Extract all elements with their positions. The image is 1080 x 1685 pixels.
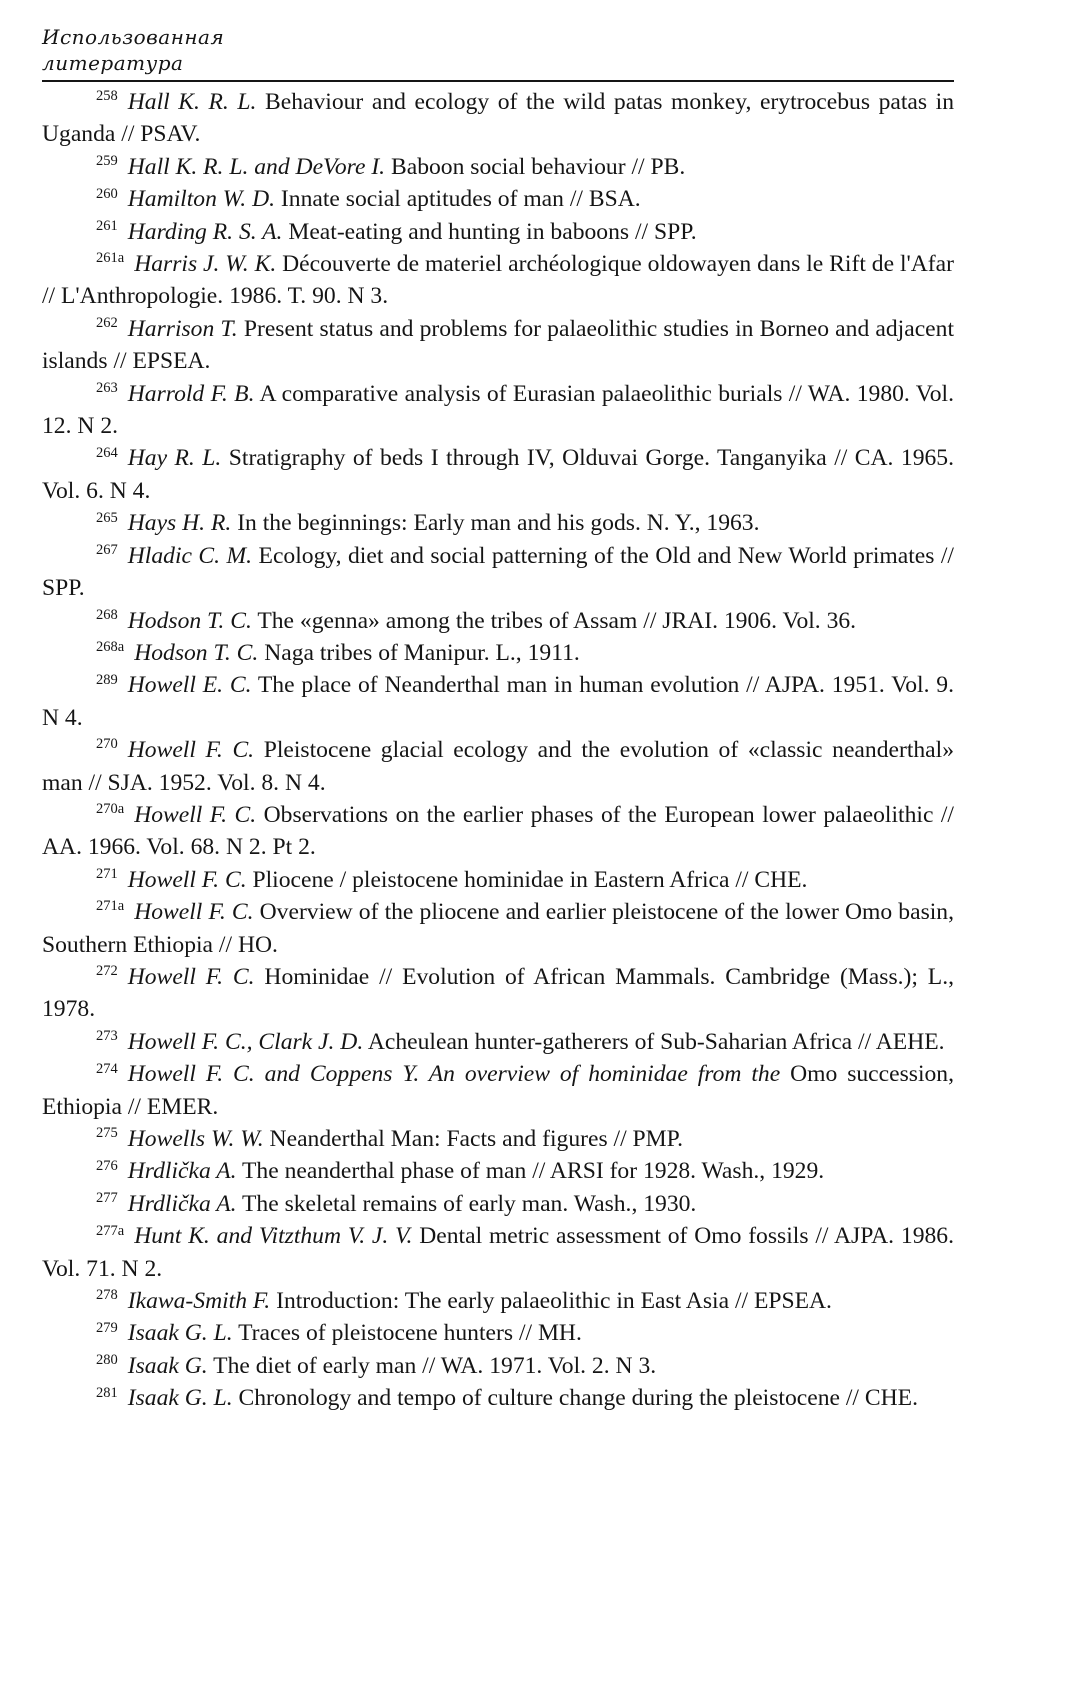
reference-number: 280: [96, 1352, 118, 1369]
reference-author: Howells W. W.: [127, 1126, 264, 1152]
reference-number: 258: [96, 88, 118, 105]
reference-text: Overview of the pliocene and earlier pleistocene of the lower Omo basin, Southern Ethiopia // HO.: [42, 899, 954, 958]
reference-entry: [42, 183, 954, 215]
reference-list: [42, 86, 954, 1415]
reference-entry: [42, 669, 954, 734]
reference-number: 265: [96, 509, 118, 526]
reference-text: The diet of early man // WA. 1971. Vol. 2. N 3.: [207, 1352, 657, 1379]
reference-number: 277: [96, 1190, 118, 1207]
reference-entry: [42, 961, 954, 1026]
reference-number: 277a: [96, 1222, 125, 1239]
reference-number: 281: [96, 1384, 118, 1401]
reference-text: The «genna» among the tribes of Assam // JRAI. 1906. Vol. 36.: [251, 607, 857, 634]
reference-number: 274: [96, 1060, 118, 1077]
book-page: [42, 24, 954, 1415]
reference-entry: [42, 378, 954, 443]
running-head: [42, 24, 954, 82]
reference-entry: [42, 248, 954, 313]
reference-number: 275: [96, 1125, 118, 1142]
reference-author: Howell F. C.: [127, 866, 247, 893]
reference-author: Hodson T. C.: [134, 639, 259, 666]
reference-text: Behaviour and ecology of the wild patas monkey, erytrocebus patas in Uganda // PSAV.: [42, 89, 954, 148]
reference-author: Hrdlička A.: [127, 1158, 237, 1185]
reference-author: Howell F. C.: [127, 737, 255, 764]
reference-entry: [42, 1188, 954, 1220]
reference-entry: [42, 734, 954, 799]
reference-author: Howell F. C.: [127, 963, 255, 990]
reference-text: Baboon social behaviour // PB.: [385, 153, 686, 180]
reference-entry: [42, 1285, 954, 1317]
reference-text: Innate social aptitudes of man // BSA.: [275, 186, 641, 213]
reference-number: 261a: [96, 250, 125, 267]
running-head-line-1: Использованная: [42, 25, 225, 49]
reference-author: Isaak G.: [127, 1352, 208, 1379]
reference-author: Hall K. R. L. and DeVore I.: [127, 153, 386, 180]
reference-text: Observations on the earlier phases of the European lower palaeolithic // AA. 1966. Vol. 68. N 2. Pt 2.: [42, 801, 954, 861]
reference-text: The neanderthal phase of man // ARSI for 1928. Wash., 1929.: [236, 1158, 825, 1185]
reference-author: Hladic C. M.: [127, 542, 253, 569]
reference-entry: [42, 1382, 954, 1414]
reference-author: Ikawa-Smith F.: [127, 1288, 271, 1315]
reference-text: Pleistocene glacial ecology and the evolution of «classic neanderthal» man // SJA. 1952. Vol. 8. N 4.: [42, 737, 954, 796]
reference-author: Hay R. L.: [127, 445, 222, 472]
reference-text: Traces of pleistocene hunters // MH.: [232, 1320, 582, 1347]
reference-number: 272: [96, 963, 118, 980]
reference-number: 260: [96, 185, 118, 202]
reference-number: 271a: [96, 898, 125, 915]
reference-number: 268: [96, 606, 118, 623]
reference-text: The skeletal remains of early man. Wash., 1930.: [236, 1190, 697, 1217]
reference-entry: [42, 1317, 954, 1349]
reference-entry: [42, 637, 954, 669]
reference-entry: [42, 216, 954, 248]
reference-entry: [42, 799, 954, 864]
reference-author: Howell F. C. and Coppens Y.: [127, 1061, 420, 1088]
reference-author: Howell F. C.: [134, 801, 257, 828]
reference-author: Howell F. C., Clark J. D.: [127, 1028, 364, 1055]
reference-text: Meat-eating and hunting in baboons // SPP.: [282, 218, 697, 245]
reference-author: Hamilton W. D.: [127, 186, 276, 213]
reference-entry: [42, 605, 954, 637]
reference-number: 261: [96, 217, 118, 234]
reference-number: 289: [96, 671, 118, 688]
reference-text: Omo succession, Ethiopia // EMER.: [42, 1061, 955, 1120]
reference-number: 270: [96, 736, 118, 753]
reference-number: 278: [96, 1287, 118, 1304]
reference-entry: [42, 540, 954, 605]
reference-number: 271: [96, 866, 118, 883]
reference-author: Isaak G. L.: [127, 1320, 233, 1347]
reference-author: Hodson T. C.: [127, 607, 252, 634]
reference-title: An overview of hominidae from the: [419, 1061, 781, 1088]
reference-author: Hays H. R.: [127, 510, 232, 537]
reference-entry: [42, 864, 954, 896]
reference-entry: [42, 1220, 954, 1285]
reference-number: 259: [96, 153, 118, 170]
reference-author: Harris J. W. K.: [134, 251, 277, 278]
reference-author: Hunt K. and Vitzthum V. J. V.: [134, 1223, 413, 1250]
reference-entry: [42, 896, 954, 961]
reference-text: Acheulean hunter-gatherers of Sub-Saharian Africa // AEHE.: [363, 1028, 945, 1055]
reference-entry: [42, 442, 954, 507]
reference-number: 264: [96, 444, 118, 461]
reference-author: Howell E. C.: [127, 672, 252, 699]
reference-text: A comparative analysis of Eurasian palaeolithic burials // WA. 1980. Vol. 12. N 2.: [42, 380, 954, 440]
reference-text: Chronology and tempo of culture change during the pleistocene // CHE.: [232, 1385, 918, 1412]
reference-text: Découverte de materiel archéologique oldowayen dans le Rift de l'Afar // L'Anthropologie. 1986. T. 90. N 3.: [42, 251, 954, 310]
reference-number: 268a: [96, 639, 125, 656]
reference-number: 276: [96, 1157, 118, 1174]
reference-entry: [42, 1123, 954, 1155]
reference-author: Harrold F. B.: [127, 380, 255, 407]
running-head-line-2: литература: [42, 51, 184, 75]
reference-number: 273: [96, 1028, 118, 1045]
reference-number: 270a: [96, 801, 125, 818]
reference-text: The place of Neanderthal man in human evolution // AJPA. 1951. Vol. 9. N 4.: [42, 672, 954, 731]
reference-entry: [42, 507, 954, 539]
reference-author: Harding R. S. A.: [127, 218, 283, 245]
reference-number: 279: [96, 1319, 118, 1336]
reference-entry: [42, 1350, 954, 1382]
reference-number: 267: [96, 542, 118, 558]
reference-entry: [42, 1155, 954, 1187]
reference-text: Ecology, diet and social patterning of the Old and New World primates // SPP.: [42, 542, 954, 602]
reference-number: 262: [96, 315, 118, 332]
reference-entry: [42, 86, 954, 151]
reference-author: Isaak G. L.: [127, 1385, 233, 1412]
reference-text: Hominidae // Evolution of African Mammals. Cambridge (Mass.); L., 1978.: [42, 963, 955, 1023]
reference-text: Naga tribes of Manipur. L., 1911.: [258, 639, 580, 666]
reference-text: Present status and problems for palaeolithic studies in Borneo and adjacent islands // EPSEA.: [42, 315, 954, 375]
reference-author: Harrison T.: [127, 315, 238, 342]
reference-entry: [42, 151, 954, 183]
reference-text: Pliocene / pleistocene hominidae in Eastern Africa // CHE.: [246, 866, 808, 893]
reference-entry: [42, 1026, 954, 1058]
reference-entry: [42, 1058, 954, 1123]
reference-text: Introduction: The early palaeolithic in East Asia // EPSEA.: [270, 1288, 832, 1315]
reference-number: 263: [96, 379, 118, 396]
reference-entry: [42, 313, 954, 378]
reference-text: Neanderthal Man: Facts and figures // PMP.: [263, 1126, 684, 1152]
reference-author: Hrdlička A.: [127, 1190, 237, 1217]
reference-author: Howell F. C.: [134, 899, 254, 926]
reference-text: In the beginnings: Early man and his gods. N. Y., 1963.: [231, 510, 760, 537]
reference-text: Dental metric assessment of Omo fossils // AJPA. 1986. Vol. 71. N 2.: [42, 1223, 954, 1282]
reference-text: Stratigraphy of beds I through IV, Olduvai Gorge. Tanganyika // CA. 1965. Vol. 6. N 4.: [42, 445, 954, 504]
reference-author: Hall K. R. L.: [127, 89, 257, 115]
